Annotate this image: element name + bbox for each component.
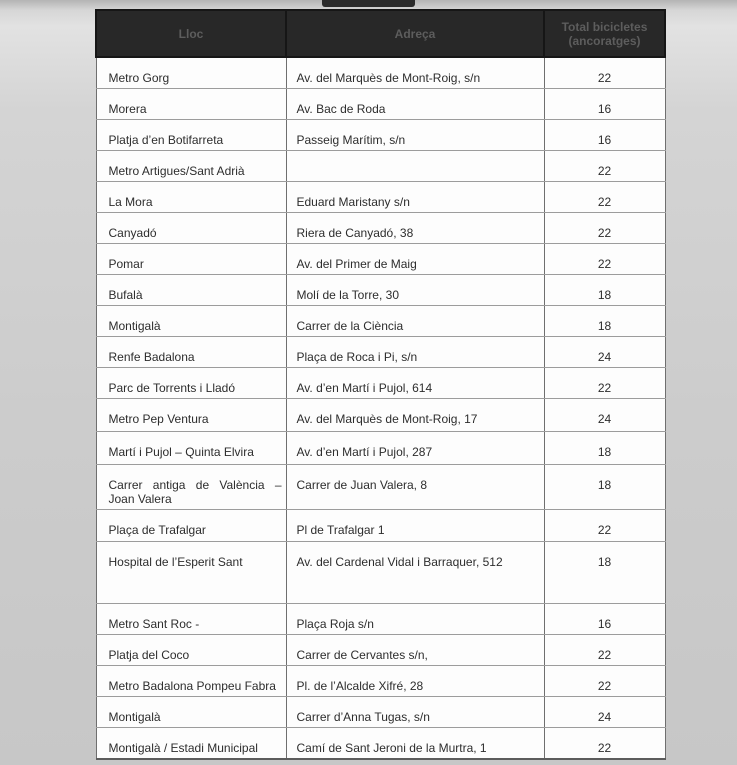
cell-lloc: Montigalà [96,697,286,728]
top-tab-handle [322,0,415,7]
cell-total: 18 [544,542,665,604]
cell-adreca: Carrer de la Ciència [286,306,544,337]
table-row [96,275,665,306]
table-row [96,89,665,120]
table-row [96,728,665,760]
cell-adreca: Pl. de l’Alcalde Xifré, 28 [286,666,544,697]
cell-total: 18 [544,432,665,465]
cell-total: 16 [544,604,665,635]
table-row [96,120,665,151]
cell-lloc: Morera [96,89,286,120]
table-row [96,306,665,337]
cell-lloc: Carrer antiga de València – Joan Valera [96,465,286,510]
column-header-adreca: Adreça [286,10,544,57]
cell-adreca: Av. d’en Martí i Pujol, 287 [286,432,544,465]
cell-lloc: Bufalà [96,275,286,306]
cell-adreca: Av. d’en Martí i Pujol, 614 [286,368,544,399]
header-row [96,10,665,57]
cell-adreca: Carrer de Cervantes s/n, [286,635,544,666]
cell-total: 22 [544,57,665,89]
cell-adreca: Carrer de Juan Valera, 8 [286,465,544,510]
table-row [96,604,665,635]
cell-total: 22 [544,728,665,760]
cell-adreca: Plaça Roja s/n [286,604,544,635]
table-row [96,399,665,432]
cell-total: 22 [544,368,665,399]
cell-lloc: Metro Artigues/Sant Adrià [96,151,286,182]
table-row [96,368,665,399]
cell-lloc: Pomar [96,244,286,275]
column-header-lloc: Lloc [96,10,286,57]
table-row [96,182,665,213]
cell-lloc: Martí i Pujol – Quinta Elvira [96,432,286,465]
cell-adreca: Riera de Canyadó, 38 [286,213,544,244]
cell-lloc: La Mora [96,182,286,213]
cell-total: 22 [544,510,665,542]
cell-lloc: Metro Pep Ventura [96,399,286,432]
table-row [96,635,665,666]
cell-total: 16 [544,89,665,120]
cell-adreca [286,151,544,182]
cell-lloc: Metro Sant Roc - [96,604,286,635]
table-row [96,432,665,465]
table-row [96,151,665,182]
table-body [96,57,665,759]
cell-total: 18 [544,306,665,337]
cell-lloc: Metro Badalona Pompeu Fabra [96,666,286,697]
cell-adreca: Eduard Maristany s/n [286,182,544,213]
cell-adreca: Pl de Trafalgar 1 [286,510,544,542]
cell-adreca: Molí de la Torre, 30 [286,275,544,306]
cell-lloc: Platja del Coco [96,635,286,666]
cell-lloc: Platja d’en Botifarreta [96,120,286,151]
cell-adreca: Plaça de Roca i Pi, s/n [286,337,544,368]
cell-total: 16 [544,120,665,151]
cell-lloc: Canyadó [96,213,286,244]
cell-lloc: Metro Gorg [96,57,286,89]
table-row [96,542,665,604]
column-header-total-bicicletes: Total bicicletes (ancoratges) [544,10,665,57]
cell-total: 22 [544,666,665,697]
cell-total: 22 [544,244,665,275]
cell-total: 24 [544,337,665,368]
cell-lloc: Hospital de l’Esperit Sant [96,542,286,604]
cell-lloc: Montigalà / Estadi Municipal [96,728,286,760]
cell-lloc: Plaça de Trafalgar [96,510,286,542]
table-row [96,57,665,89]
cell-total: 24 [544,697,665,728]
cell-lloc: Parc de Torrents i Lladó [96,368,286,399]
cell-total: 22 [544,635,665,666]
cell-adreca: Av. del Marquès de Mont-Roig, s/n [286,57,544,89]
cell-adreca: Av. del Primer de Maig [286,244,544,275]
cell-adreca: Av. del Marquès de Mont-Roig, 17 [286,399,544,432]
cell-lloc: Montigalà [96,306,286,337]
bike-stations-table [95,9,666,760]
cell-total: 24 [544,399,665,432]
table-row [96,666,665,697]
table-row [96,213,665,244]
cell-total: 22 [544,213,665,244]
cell-adreca: Av. del Cardenal Vidal i Barraquer, 512 [286,542,544,604]
table-row [96,510,665,542]
cell-lloc: Renfe Badalona [96,337,286,368]
cell-total: 18 [544,465,665,510]
table-header [96,10,665,57]
cell-adreca: Av. Bac de Roda [286,89,544,120]
cell-total: 18 [544,275,665,306]
cell-adreca: Carrer d’Anna Tugas, s/n [286,697,544,728]
cell-total: 22 [544,182,665,213]
cell-total: 22 [544,151,665,182]
table-row [96,697,665,728]
table-row [96,465,665,510]
table-row [96,337,665,368]
cell-adreca: Camí de Sant Jeroni de la Murtra, 1 [286,728,544,760]
cell-adreca: Passeig Marítim, s/n [286,120,544,151]
table-row [96,244,665,275]
